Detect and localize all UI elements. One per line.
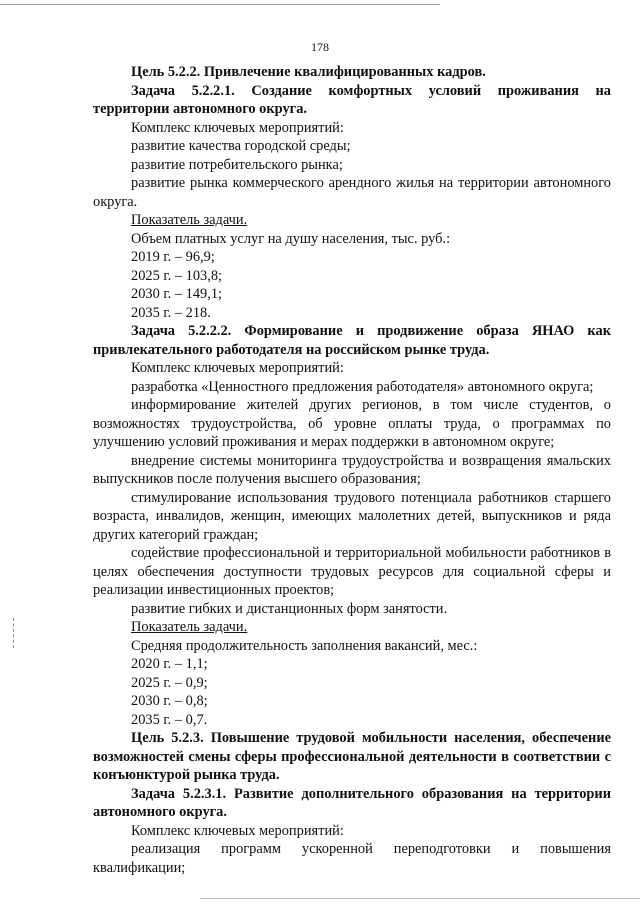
paragraph: развитие гибких и дистанционных форм занятости. <box>131 600 448 617</box>
paragraph: информирование жителей других регионов, в том числе студентов, о возможностях трудоустройства, об уровне оплаты труда, о программах по улучшению условий проживания и мерах поддержки в автономном округе; <box>93 397 611 450</box>
paragraph: развитие качества городской среды; <box>131 138 351 154</box>
paragraph: Цель 5.2.3. Повышение трудовой мобильности населения, обеспечение возможностей смены сферы профессиональной деятельности в соответствии с конъюнктурой рынка труда. <box>93 730 611 783</box>
paragraph: Задача 5.2.3.1. Развитие дополнительного образования на территории автономного округа. <box>93 785 611 820</box>
paragraph: 2035 г. – 218. <box>131 304 211 321</box>
paragraph: развитие рынка коммерческого арендного жилья на территории автономного округа. <box>93 175 611 210</box>
paragraph: Цель 5.2.2. Привлечение квалифицированных кадров. <box>131 64 486 80</box>
document-body <box>93 63 611 877</box>
paragraph: разработка «Ценностного предложения работодателя» автономного округа; <box>131 378 594 395</box>
paragraph: Показатель задачи. <box>131 212 248 228</box>
paragraph: 2030 г. – 149,1; <box>131 286 223 302</box>
scan-edge-top <box>0 4 440 5</box>
paragraph: внедрение системы мониторинга трудоустройства и возвращения ямальских выпускников после получения высшего образования; <box>93 452 611 487</box>
paragraph: Комплекс ключевых мероприятий: <box>131 822 344 839</box>
paragraph: Средняя продолжительность заполнения вакансий, мес.: <box>131 637 478 654</box>
paragraph: стимулирование использования трудового потенциала работников старшего возраста, инвалидов, женщин, имеющих малолетних детей, выпускников и ряда других категорий граждан; <box>93 489 611 543</box>
paragraph: Комплекс ключевых мероприятий: <box>131 360 344 376</box>
paragraph: Показатель задачи. <box>131 619 248 635</box>
paragraph: 2035 г. – 0,7. <box>131 711 208 728</box>
scan-edge-bottom <box>200 898 640 899</box>
paragraph: Объем платных услуг на душу населения, тыс. руб.: <box>131 230 451 247</box>
paragraph: Комплекс ключевых мероприятий: <box>131 119 344 136</box>
paragraph: 2030 г. – 0,8; <box>131 693 208 709</box>
page-number: 178 <box>311 40 329 54</box>
paragraph: реализация программ ускоренной переподготовки и повышения квалификации; <box>93 841 611 876</box>
paragraph: 2019 г. – 96,9; <box>131 249 215 265</box>
paragraph: развитие потребительского рынка; <box>131 156 343 173</box>
margin-mark <box>13 618 15 648</box>
paragraph: содействие профессиональной и территориальной мобильности работников в целях обеспечения доступности трудовых ресурсов для социальной сферы и реализации инвестиционных проектов; <box>93 545 611 598</box>
paragraph: 2025 г. – 103,8; <box>131 267 223 284</box>
paragraph: Задача 5.2.2.2. Формирование и продвижение образа ЯНАО как привлекательного работодателя на российском рынке труда. <box>93 323 611 358</box>
paragraph: 2020 г. – 1,1; <box>131 656 208 672</box>
paragraph: Задача 5.2.2.1. Создание комфортных условий проживания на территории автономного округа. <box>93 82 611 117</box>
paragraph: 2025 г. – 0,9; <box>131 674 208 691</box>
